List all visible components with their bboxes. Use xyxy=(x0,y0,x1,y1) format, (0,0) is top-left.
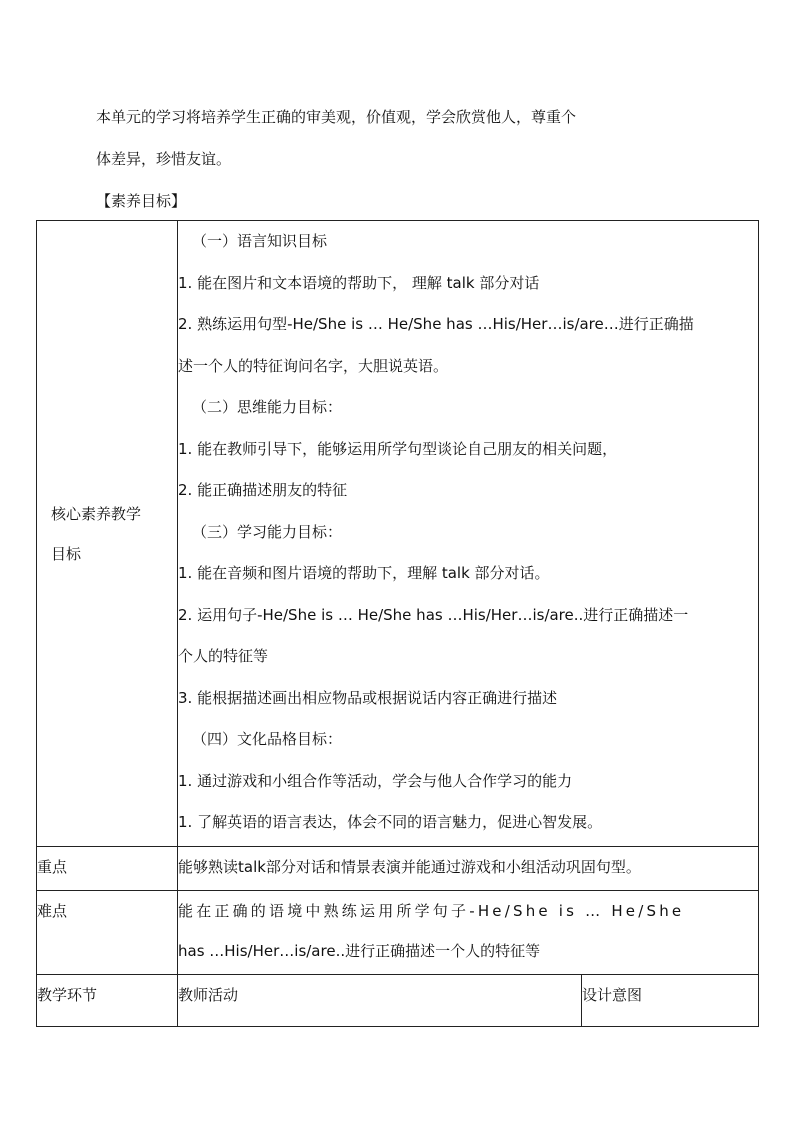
goal-heading-culture: （四）文化品格目标： xyxy=(192,730,343,748)
goal-item: 2. 熟练运用句型-He/She is … He/She has …His/Her…is/are…进行正确描 xyxy=(178,315,694,333)
core-goals-label-line-1: 核心素养教学 xyxy=(51,504,142,523)
col-design-header: 设计意图 xyxy=(582,975,759,1027)
difficulty-line-1: 能在正确的语境中熟练运用所学句子-He/She is … He/She xyxy=(178,902,685,920)
col-stage-header: 教学环节 xyxy=(37,975,178,1027)
key-points-text: 能够熟读talk部分对话和情景表演并能通过游戏和小组活动巩固句型。 xyxy=(178,847,759,891)
core-goals-row xyxy=(37,221,759,847)
difficulty-row xyxy=(37,891,759,975)
goal-heading-language: （一）语言知识目标 xyxy=(192,232,328,250)
section-heading: 【素养目标】 xyxy=(96,192,187,210)
core-goals-label-line-2: 目标 xyxy=(51,544,82,563)
goal-heading-thinking: （二）思维能力目标： xyxy=(192,398,343,416)
difficulty-content xyxy=(178,891,759,975)
goal-item: 1. 能在图片和文本语境的帮助下， 理解 talk 部分对话 xyxy=(178,273,540,292)
goal-item: 1. 通过游戏和小组合作等活动，学会与他人合作学习的能力 xyxy=(178,771,573,790)
goal-item: 2. 能正确描述朋友的特征 xyxy=(178,481,348,499)
difficulty-line-2: has …His/Her…is/are..进行正确描述一个人的特征等 xyxy=(178,942,541,960)
intro-line-2: 体差异，珍惜友谊。 xyxy=(96,150,232,168)
header-row xyxy=(37,975,759,1027)
core-goals-label-cell xyxy=(37,221,178,847)
goal-item: 个人的特征等 xyxy=(178,647,269,665)
goal-item: 2. 运用句子-He/She is … He/She has …His/Her…is/are..进行正确描述一 xyxy=(178,605,689,624)
goal-item: 1. 能在音频和图片语境的帮助下，理解 talk 部分对话。 xyxy=(178,564,550,582)
difficulty-label: 难点 xyxy=(37,891,178,975)
core-goals-content xyxy=(178,221,759,847)
goal-item: 1. 了解英语的语言表达，体会不同的语言魅力，促进心智发展。 xyxy=(178,813,603,831)
key-points-label: 重点 xyxy=(37,847,178,891)
goal-item: 3. 能根据描述画出相应物品或根据说话内容正确进行描述 xyxy=(178,688,558,707)
goal-item: 1. 能在教师引导下，能够运用所学句型谈论自己朋友的相关问题， xyxy=(178,439,618,458)
key-points-row xyxy=(37,847,759,891)
lesson-plan-table xyxy=(36,220,759,1027)
goal-item: 述一个人的特征询问名字，大胆说英语。 xyxy=(178,356,449,375)
col-teacher-header: 教师活动 xyxy=(178,975,582,1027)
goal-heading-learning: （三）学习能力目标： xyxy=(192,522,343,541)
intro-line-1: 本单元的学习将培养学生正确的审美观，价值观，学会欣赏他人，尊重个 xyxy=(96,108,577,126)
